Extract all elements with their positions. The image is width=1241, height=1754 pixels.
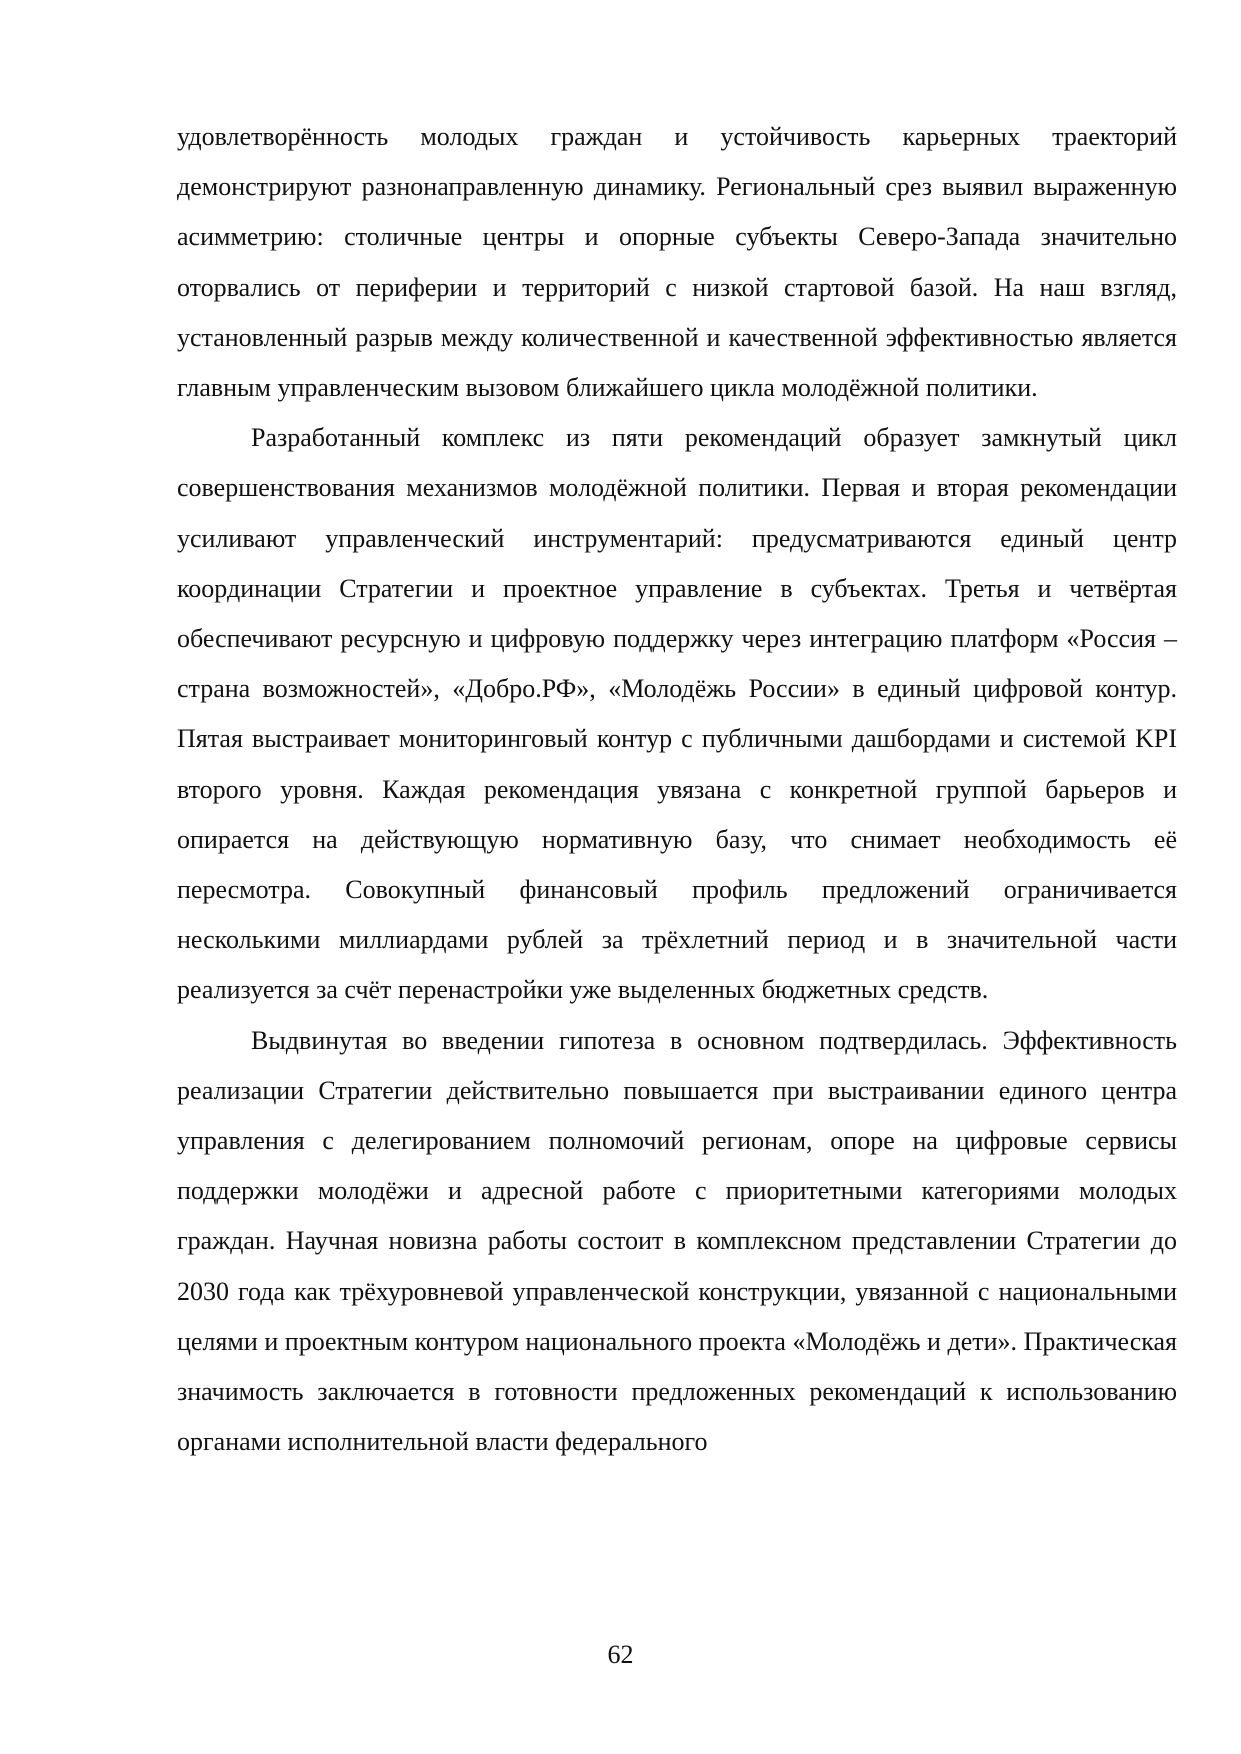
paragraph-hypothesis: Выдвинутая во введении гипотеза в основном подтвердилась. Эффективность реализации Стратегии действительно повышается при выстраивании единого центра управления с делегированием полномочий регионам, опоре на цифровые сервисы поддержки молодёжи и адресной работе с приоритетными категориями молодых граждан. Научная новизна работы состоит в комплексном представлении Стратегии до 2030 года как трёхуровневой управленческой конструкции, увязанной с национальными целями и проектным контуром национального проекта «Молодёжь и дети». Практическая значимость заключается в готовности предложенных рекомендаций к использованию органами исполнительной власти федерального (177, 1025, 1177, 1457)
page-number: 62 (607, 1640, 634, 1669)
paragraph-continuation: удовлетворённость молодых граждан и устойчивость карьерных траекторий демонстрируют разнонаправленную динамику. Региональный срез выявил выраженную асимметрию: столичные центры и опорные субъекты Северо-Запада значительно оторвались от периферии и территорий с низкой стартовой базой. На наш взгляд, установленный разрыв между количественной и качественной эффективностью является главным управленческим вызовом ближайшего цикла молодёжной политики. (177, 122, 1177, 403)
paragraph-recommendations: Разработанный комплекс из пяти рекомендаций образует замкнутый цикл совершенствования механизмов молодёжной политики. Первая и вторая рекомендации усиливают управленческий инструментарий: предусматриваются единый центр координации Стратегии и проектное управление в субъектах. Третья и четвёртая обеспечивают ресурсную и цифровую поддержку через интеграцию платформ «Россия – страна возможностей», «Добро.РФ», «Молодёжь России» в единый цифровой контур. Пятая выстраивает мониторинговый контур с публичными дашбордами и системой KPI второго уровня. Каждая рекомендация увязана с конкретной группой барьеров и опирается на действующую нормативную базу, что снимает необходимость её пересмотра. Совокупный финансовый профиль предложений ограничивается несколькими миллиардами рублей за трёхлетний период и в значительной части реализуется за счёт перенастройки уже выделенных бюджетных средств. (177, 423, 1177, 1005)
body-text (177, 112, 1177, 1467)
